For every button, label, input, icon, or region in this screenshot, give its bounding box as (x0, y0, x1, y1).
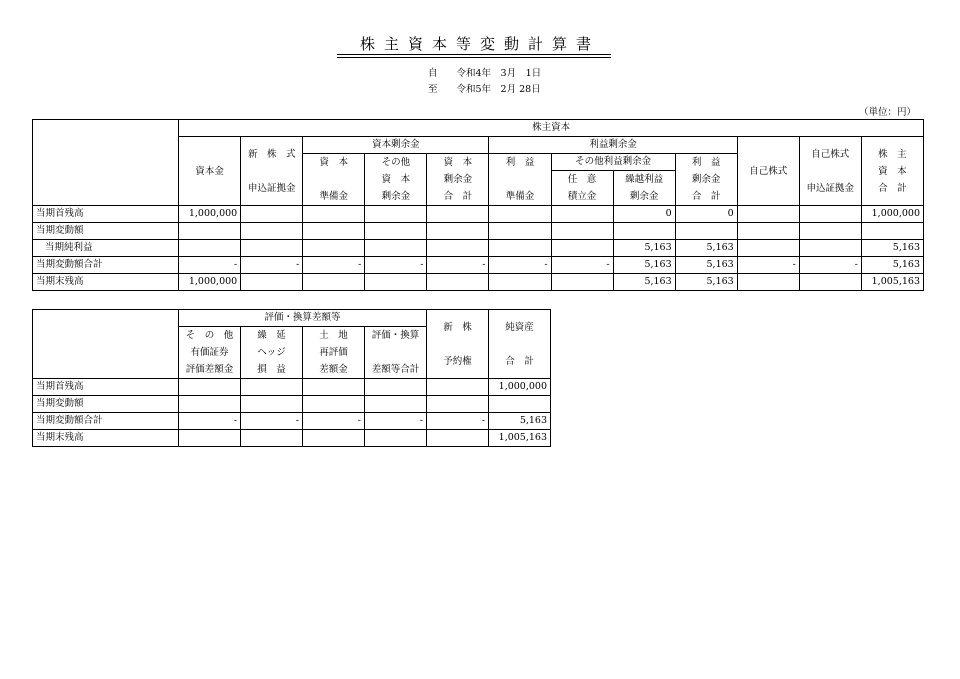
corner-cell (33, 120, 179, 206)
table-row (33, 257, 924, 274)
valuation-header: 評価・換算差額等 (179, 310, 427, 327)
shareholders-equity-header: 株主資本 (179, 120, 924, 137)
table-cell (551, 223, 613, 240)
table-cell (799, 274, 861, 291)
other-retained-earnings-header: その他利益剰余金 (551, 154, 675, 171)
retained-earnings-total-header: 利 益 剰余金 合 計 (675, 154, 737, 206)
table-cell: - (179, 257, 241, 274)
land-revaluation-header: 土 地 再評価 差額金 (303, 327, 365, 379)
shareholders-equity-total-header: 株 主 資 本 合 計 (861, 137, 923, 206)
deferred-hedge-header: 繰 延 ヘッジ 損 益 (241, 327, 303, 379)
table-cell (489, 223, 551, 240)
table-cell (303, 206, 365, 223)
table-cell (303, 379, 365, 396)
table-cell: 5,163 (489, 413, 551, 430)
capital-surplus-header: 資本剰余金 (303, 137, 489, 154)
treasury-stock-header: 自己株式 (737, 137, 799, 206)
table-cell: - (799, 257, 861, 274)
table-cell (427, 223, 489, 240)
table-row (33, 274, 924, 291)
table-cell (365, 396, 427, 413)
table-cell: - (489, 257, 551, 274)
table-cell (365, 379, 427, 396)
table-cell: - (241, 257, 303, 274)
row-label: 当期首残高 (33, 379, 179, 396)
title-underline-2 (337, 57, 611, 58)
table-cell: - (365, 257, 427, 274)
table-cell: 1,000,000 (179, 206, 241, 223)
table-cell (365, 206, 427, 223)
table-row (33, 206, 924, 223)
table-cell (799, 223, 861, 240)
table-cell (365, 240, 427, 257)
earned-reserve-header: 利 益 準備金 (489, 154, 551, 206)
stock-rights-header: 新 株 予約権 (427, 310, 489, 379)
new-shares-header: 新 株 式 申込証拠金 (241, 137, 303, 206)
table-cell: 5,163 (613, 274, 675, 291)
page-title: 株主資本等変動計算書 (359, 35, 600, 53)
valuation-total-header: 評価・換算 差額等合計 (365, 327, 427, 379)
period-from: 自 令和4年 3月 1日 (428, 68, 542, 79)
table-cell (489, 206, 551, 223)
table-cell: - (303, 257, 365, 274)
table-cell: 0 (675, 206, 737, 223)
equity-changes-table (32, 119, 924, 291)
corner-cell-2 (33, 310, 179, 379)
table-cell (675, 223, 737, 240)
table-cell: - (365, 413, 427, 430)
table-cell (737, 274, 799, 291)
table-cell (551, 206, 613, 223)
table-cell (303, 396, 365, 413)
title-underline (337, 54, 611, 55)
table-cell (241, 206, 303, 223)
table-cell (737, 223, 799, 240)
treasury-subscription-header: 自己株式 申込証拠金 (799, 137, 861, 206)
table-row (33, 396, 551, 413)
table-cell (179, 223, 241, 240)
row-label: 当期変動額合計 (33, 257, 179, 274)
table-cell (427, 240, 489, 257)
table-cell: 5,163 (675, 240, 737, 257)
row-label: 当期変動額合計 (33, 413, 179, 430)
row-label: 当期変動額 (33, 396, 179, 413)
table-cell (427, 430, 489, 447)
row-label: 当期末残高 (33, 274, 179, 291)
row-label: 当期変動額 (33, 223, 179, 240)
table-cell (241, 274, 303, 291)
row-label: 当期首残高 (33, 206, 179, 223)
table-cell (303, 430, 365, 447)
valuation-changes-table (32, 309, 551, 447)
period-to: 至 令和5年 2月 28日 (428, 84, 541, 95)
table-cell (241, 379, 303, 396)
table-cell: 1,005,163 (489, 430, 551, 447)
table-cell (427, 274, 489, 291)
table-cell (861, 223, 923, 240)
table-cell: - (737, 257, 799, 274)
table-cell (489, 396, 551, 413)
table-cell (551, 240, 613, 257)
capital-surplus-total-header: 資 本 剰余金 合 計 (427, 154, 489, 206)
table-cell: - (427, 257, 489, 274)
table-cell (303, 274, 365, 291)
table-cell: 1,000,000 (861, 206, 923, 223)
other-capital-surplus-header: その他 資 本 剰余金 (365, 154, 427, 206)
voluntary-reserve-header: 任 意 積立金 (551, 171, 613, 206)
table-cell (489, 240, 551, 257)
unit-label: （単位：円） (858, 107, 916, 118)
table-cell: 0 (613, 206, 675, 223)
table-cell (799, 240, 861, 257)
table-cell: - (551, 257, 613, 274)
table-cell (427, 206, 489, 223)
table-row (33, 223, 924, 240)
table-cell (241, 430, 303, 447)
capital-reserve-header: 資 本 準備金 (303, 154, 365, 206)
table-cell (365, 274, 427, 291)
table-cell (427, 379, 489, 396)
table-cell (241, 396, 303, 413)
table-cell (799, 206, 861, 223)
carried-forward-header: 繰越利益 剰余金 (613, 171, 675, 206)
table-cell: - (427, 413, 489, 430)
table-cell (179, 240, 241, 257)
table-cell: - (179, 413, 241, 430)
row-label: 当期純利益 (33, 240, 179, 257)
row-label: 当期末残高 (33, 430, 179, 447)
table-row (33, 379, 551, 396)
table-row (33, 430, 551, 447)
table-cell (737, 206, 799, 223)
retained-earnings-header: 利益剰余金 (489, 137, 737, 154)
table-cell: - (241, 413, 303, 430)
table-cell (551, 274, 613, 291)
table-cell: 1,005,163 (861, 274, 923, 291)
table-cell (303, 223, 365, 240)
table-row (33, 413, 551, 430)
table-cell: 5,163 (613, 257, 675, 274)
table-cell: 5,163 (675, 257, 737, 274)
table-row (33, 240, 924, 257)
table-cell: 1,000,000 (179, 274, 241, 291)
table-cell (303, 240, 365, 257)
securities-valuation-header: そ の 他 有価証券 評価差額金 (179, 327, 241, 379)
table-cell (179, 430, 241, 447)
table-cell (613, 223, 675, 240)
table-cell (365, 223, 427, 240)
table-cell (737, 240, 799, 257)
table-cell: 5,163 (613, 240, 675, 257)
table-cell (489, 274, 551, 291)
table-cell (179, 379, 241, 396)
capital-header: 資本金 (179, 137, 241, 206)
table-cell (241, 223, 303, 240)
table-cell: 5,163 (861, 257, 923, 274)
table-cell (241, 240, 303, 257)
table-cell: 1,000,000 (489, 379, 551, 396)
table-cell: - (303, 413, 365, 430)
table-cell (179, 396, 241, 413)
table-cell: 5,163 (675, 274, 737, 291)
net-assets-total-header: 純資産 合 計 (489, 310, 551, 379)
table-cell (365, 430, 427, 447)
table-cell (427, 396, 489, 413)
table-cell: 5,163 (861, 240, 923, 257)
